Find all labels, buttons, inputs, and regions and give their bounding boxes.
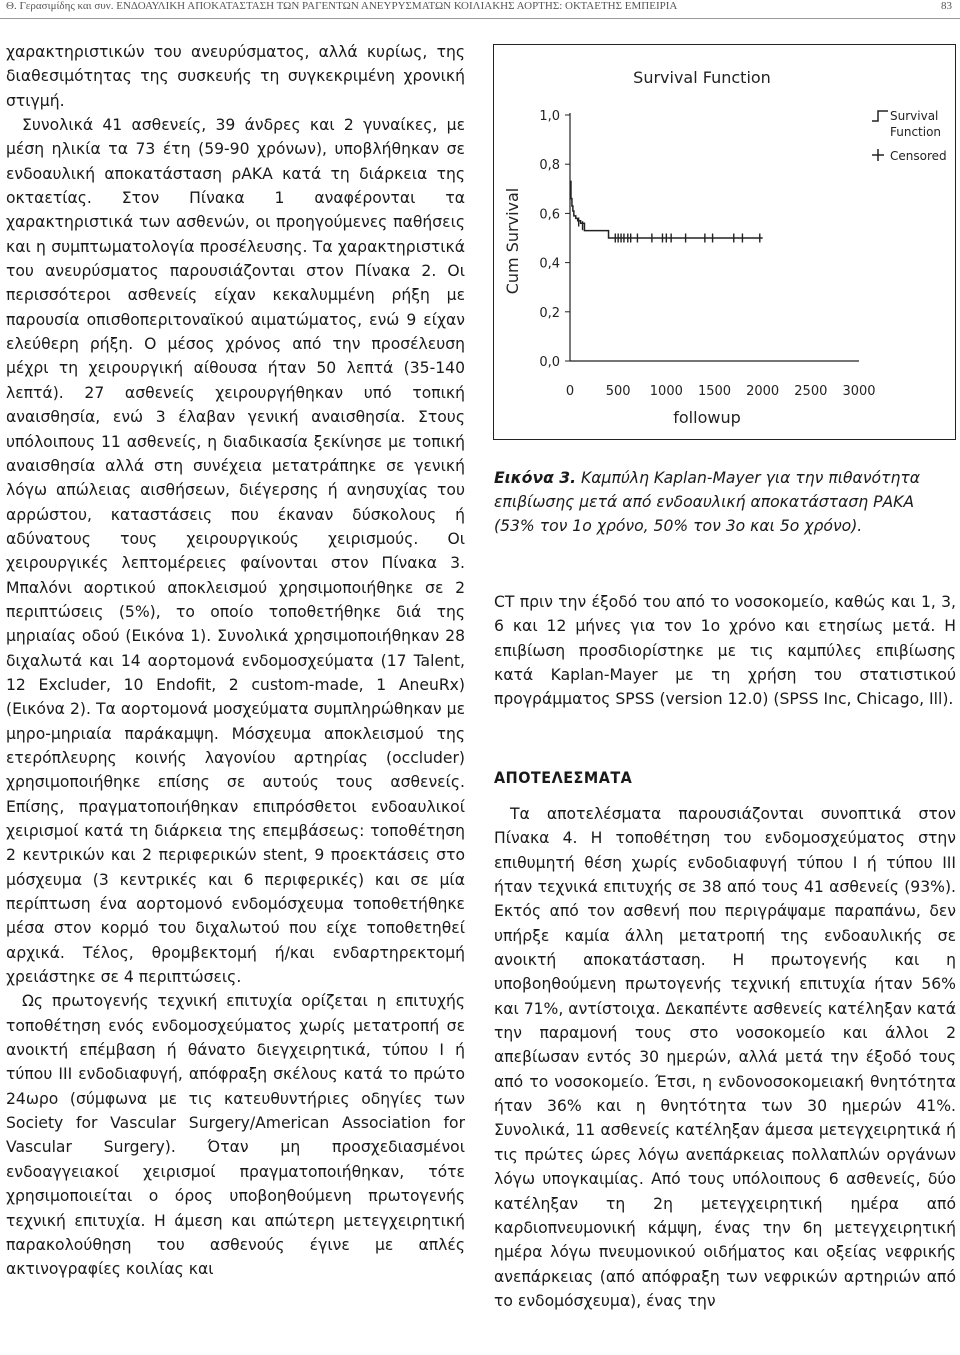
figure-kaplan-meier (493, 44, 956, 440)
figure-caption-text: Καμπύλη Kaplan-Mayer για την πιθανότητα επιβίωσης μετά από ενδοαυλική αποκατάσταση ΡΑΚΑ (53% τον 1ο χρόνο, 50% τον 3ο και 5ο χρόνο). (494, 469, 921, 535)
paragraph: χαρακτηριστικών του ανευρύσματος, αλλά κυρίως, της διαθεσιμότητας της συσκευής τη συγκεκριμένη χρονική στιγμή. (6, 43, 465, 110)
legend-label-survival: Survival (890, 109, 939, 123)
chart-survival-curve (570, 181, 763, 238)
chart-y-tick-label: 0,4 (539, 256, 560, 272)
survival-chart (494, 45, 954, 438)
chart-x-axis-label: followup (673, 408, 741, 427)
page-number: 83 (941, 0, 952, 12)
chart-x-tick-label: 2500 (794, 384, 828, 399)
chart-y-tick-label: 1,0 (539, 109, 560, 124)
right-column-top (494, 590, 956, 712)
paragraph: Ως πρωτογενής τεχνική επιτυχία ορίζεται η επιτυχής τοποθέτηση ενός ενδομοσχεύματος χωρίς μετατροπή σε ανοικτή επέμβαση ή θάνατο διεγχειρητικά, τύπου Ι ή τύπου ΙΙΙ ενδοδιαφυγή, απόφραξη σκέλους κατά το πρώτο 24ωρο (σύμφωνα με τις κατευθυντήριες οδηγίες των Society for Vascular Surgery/American Association for Vascular Surgery). Όταν μη προσχεδιασμένοι ενδοαγγειακοί χειρισμοί πραγματοποιήθηκαν, τότε χρησιμοποιείται ο όρος υποβοηθούμενη πρωτογενής τεχνική επιτυχία. Η άμεση και απώτερη μετεγχειρητική παρακολούθηση του ασθενούς έγινε με απλές ακτινογραφίες κοιλίας και (6, 992, 465, 1279)
chart-title: Survival Function (633, 68, 771, 87)
chart-x-tick-label: 500 (605, 384, 631, 399)
legend-label-censored: Censored (890, 149, 947, 163)
left-column (6, 40, 465, 1282)
paragraph: Συνολικά 41 ασθενείς, 39 άνδρες και 2 γυναίκες, με μέση ηλικία τα 73 έτη (59-90 χρόνων), υποβλήθηκαν σε ενδοαυλική αποκατάσταση ρΑΚΑ κατά τη διάρκεια της οκταετίας. Στον Πίνακα 1 αναφέρονται τα χαρακτηριστικά των ασθενών, οι προηγούμενες παθήσεις και η συμπτωματολογία προσέλευσης. Τα χαρακτηριστικά του ανευρύσματος παρουσιάζονται στον Πίνακα 2. Οι περισσότεροι ασθενείς είχαν κεκαλυμμένη ρήξη με παρουσία οπισθοπεριτοναϊκού αιματώματος, ενώ 9 είχαν ελεύθερη ρήξη. Ο μέσος χρόνος από την προσέλευση μέχρι τη χειρουργική αίθουσα ήταν 50 λεπτά (35-140 λεπτά). 27 ασθενείς χειρουργήθηκαν υπό τοπική αναισθησία, ενώ 3 έλαβαν γενική αναισθησία. Στους υπόλοιπους 11 ασθενείς, η διαδικασία ξεκίνησε με τοπική αναισθησία αλλά στη συνέχεια μετατράπηκε σε γενική λόγω απώλειας αισθήσεων, διέγερσης ή ανησυχίας του αρρώστου, καταστάσεις που έκαναν δύσκολους ή αδύνατους τους χειρουργικούς χειρισμούς. Οι χειρουργικές λεπτομέρειες φαίνονται στον Πίνακα 3. Μπαλόνι αορτικού αποκλεισμού χρησιμοποιήθηκε σε 2 περιπτώσεις (5%), το οποίο τοποθετήθηκε διά της μηριαίας οδού (Εικόνα 1). Συνολικά χρησιμοποιήθηκαν 28 διχαλωτά και 14 αορτομονά ενδομοσχεύματα (17 Talent, 12 Excluder, 10 Endofit, 2 custom-made, 1 AneuRx) (Εικόνα 2). Τα αορτομονά μοσχεύματα συμπληρώθηκαν με μηρο-μηριαία παράκαμψη. Μόσχευμα αποκλεισμού της ετερόπλευρης κοινής λαγονίου αρτηρίας (occluder) χρησιμοποιήθηκε επίσης σε αυτούς τους ασθενείς. Επίσης, πραγματοποιήθηκαν επιπρόσθετοι ενδοαυλικοί χειρισμοί κατά τη διάρκεια της επεμβάσεως: τοποθέτηση 2 κεντρικών και 2 περιφερικών stent, 9 προεκτάσεις στο μόσχευμα (3 κεντρικές και 6 περιφερικές) και σε μία περίπτωση ένα αορτομονό ενδομόσχευμα τοποθετήθηκε μέσα στον κορμό του διχαλωτού που είχε τοποθετηθεί αρχικά. Τέλος, θρομβεκτομή ή/και ενδαρτηρεκτομή χρειάστηκε σε 4 περιπτώσεις. (6, 116, 465, 987)
chart-series-line (570, 181, 763, 238)
chart-axes (570, 113, 859, 361)
legend-label-survival-2: Function (890, 125, 942, 139)
chart-ticks (539, 109, 875, 399)
chart-y-tick-label: 0,2 (539, 305, 560, 321)
chart-x-tick-label: 1500 (697, 384, 732, 399)
section-heading-results: ΑΠΟΤΕΛΕΣΜΑΤΑ (494, 768, 633, 787)
paragraph: CT πριν την έξοδό του από το νοσοκομείο, καθώς και 1, 3, 6 και 12 μήνες για τον 1ο χρόνο και ετησίως μετά. Η επιβίωση προσδιορίστηκε με τις καμπύλες επιβίωσης κατά Kaplan-Mayer με τη χρήση του στατιστικού προγράμματος SPSS (version 12.0) (SPSS Inc, Chicago, Ill). (494, 593, 956, 709)
figure-caption-label: Εικόνα 3. (494, 469, 577, 487)
paragraph: Τα αποτελέσματα παρουσιάζονται συνοπτικά στον Πίνακα 4. Η τοποθέτηση του ενδομοσχεύματος στην επιθυμητή θέση χωρίς ενδοδιαφυγή τύπου Ι ή τύπου ΙΙΙ ήταν τεχνικά επιτυχής σε 38 από τους 41 ασθενείς (93%). Εκτός από τον ασθενή που περιγράψαμε παραπάνω, δεν υπήρξε καμία άλλη μετατροπή της ενδοαυλικής σε ανοικτή αποκατάσταση. Η πρωτογενής και η υποβοηθούμενη πρωτογενής τεχνική επιτυχία ήταν 56% και 71%, αντίστοιχα. Δεκαπέντε ασθενείς κατέληξαν κατά την παραμονή τους στο νοσοκομείο και άλλοι 2 απεβίωσαν εντός 30 ημερών, αλλά μετά την έξοδό τους από το νοσοκομείο. Έτσι, η ενδονοσοκομειακή θνητότητα ήταν 36% και η θνητότητα των 30 ημερών 41%. Συνολικά, 11 ασθενείς κατέληξαν άμεσα μετεγχειρητικά ή τις πρώτες ώρες λόγω ανεπάρκειας πολλαπλών οργάνων λόγω υπογκαιμίας. Από τους υπόλοιπους 6 ασθενείς, δύο κατέληξαν τη 2η μετεγχειρητική ημέρα από καρδιοπνευμονική κάμψη, ένας την 6η μετεγχειρητική ημέρα λόγω πνευμονικού οιδήματος και οξείας νεφρικής ανεπάρκειας (από απόφραξη των νεφρικών αρτηριών από το ενδομόσχευμα), ένας την (494, 805, 956, 1310)
chart-x-tick-label: 2000 (746, 384, 780, 399)
chart-legend (872, 109, 947, 163)
chart-x-tick-label: 0 (565, 384, 575, 399)
legend-survival-swatch (872, 111, 888, 121)
chart-y-tick-label: 0,6 (539, 207, 560, 223)
chart-x-tick-label: 1000 (649, 384, 683, 399)
right-column-bottom (494, 802, 956, 1313)
chart-y-axis-label: Cum Survival (503, 187, 522, 295)
figure-caption (494, 466, 956, 538)
chart-y-tick-label: 0,8 (539, 158, 560, 174)
page-header (0, 0, 960, 19)
chart-x-tick-label: 3000 (842, 384, 876, 399)
chart-y-tick-label: 0,0 (539, 355, 560, 370)
running-title: Θ. Γερασιμίδης και συν. ΕΝΔΟΑΥΛΙΚΗ ΑΠΟΚΑΤΑΣΤΑΣΗ ΤΩΝ ΡΑΓΕΝΤΩΝ ΑΝΕΥΡΥΣΜΑΤΩΝ ΚΟΙΛΙΑΚΗΣ ΑΟΡΤΗΣ: ΟΚΤΑΕΤΗΣ ΕΜΠΕΙΡΙΑ (6, 0, 678, 12)
